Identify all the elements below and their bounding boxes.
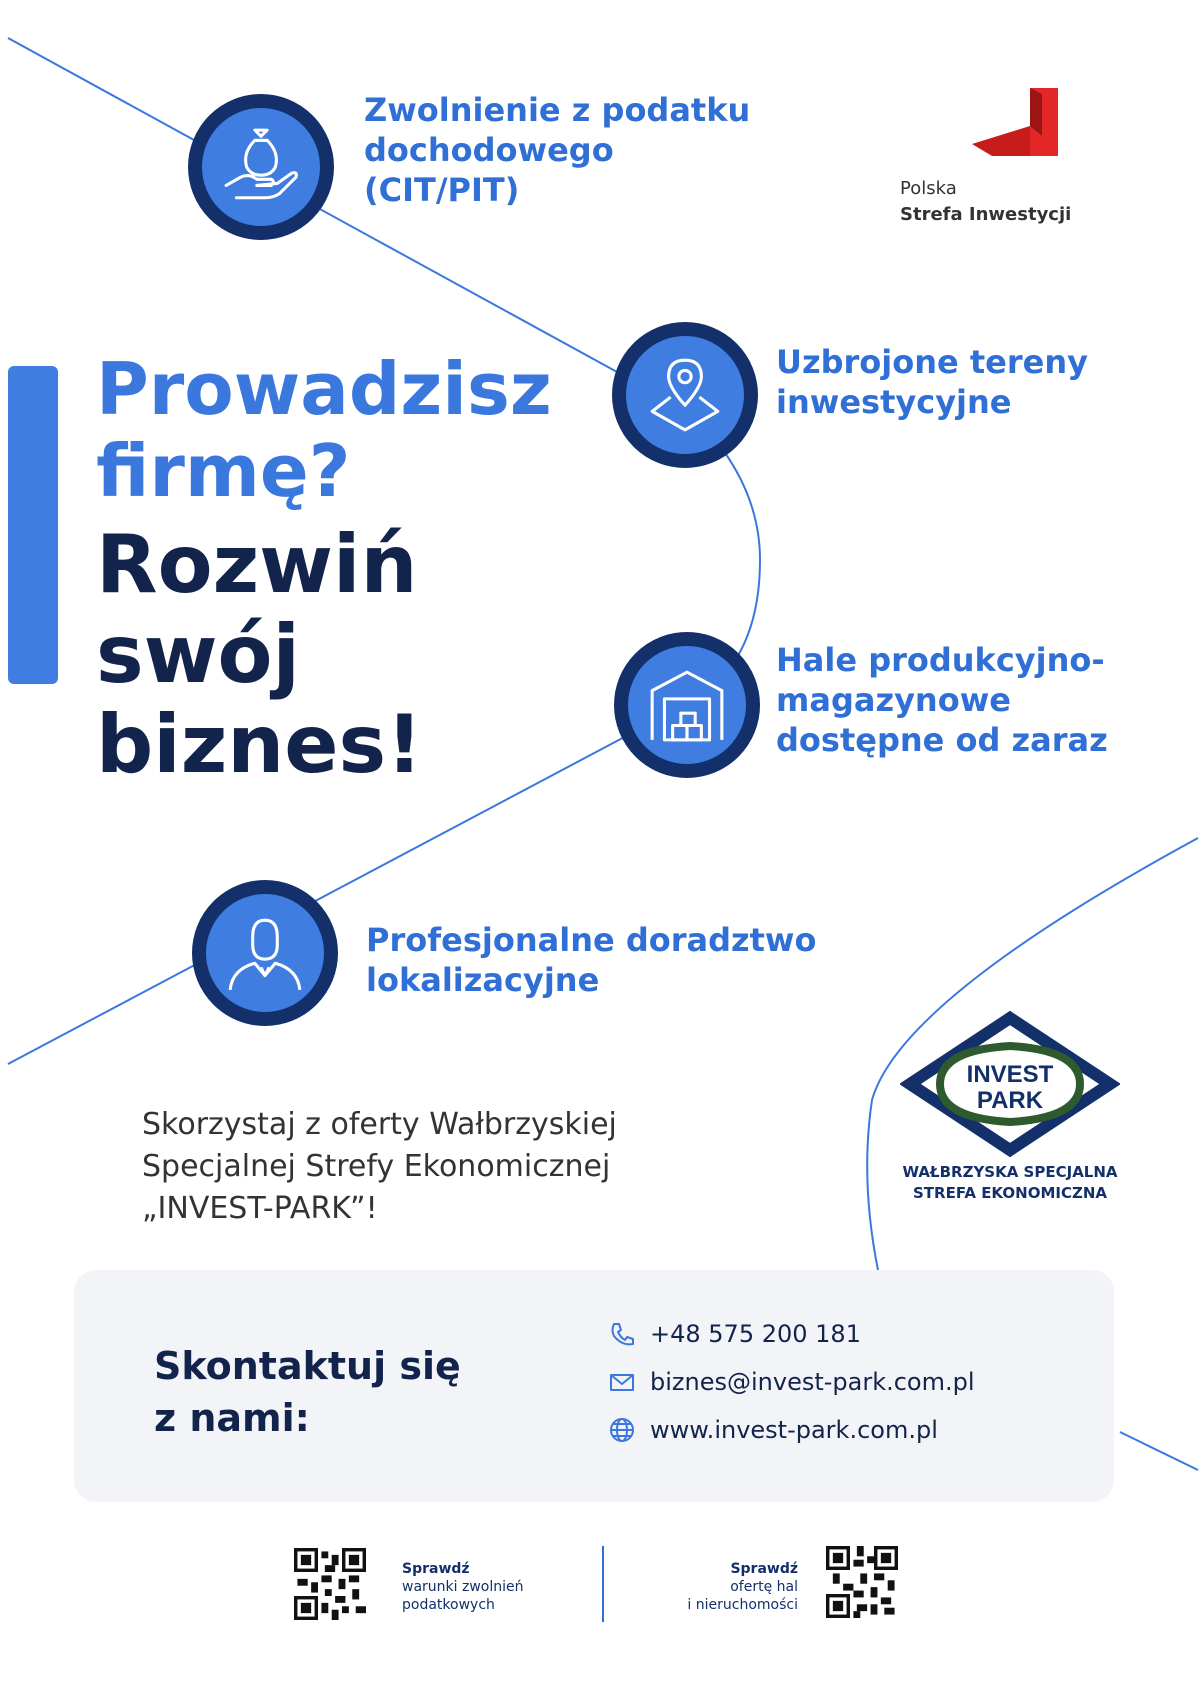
psi-logo-text [900, 176, 1120, 228]
feature-text-consulting: Profesjonalne doradztwo lokalizacyjne [366, 921, 817, 999]
psi-line-2: Strefa Inwestycji [900, 204, 1072, 225]
qr-divider [602, 1546, 604, 1622]
globe-icon [608, 1416, 636, 1444]
phone-icon [608, 1320, 636, 1348]
headline-question: Prowadzisz firmę? [96, 347, 552, 513]
warehouse-icon [646, 664, 728, 746]
qr-caption-tax-title: Sprawdź [402, 1561, 470, 1577]
contact-website[interactable]: www.invest-park.com.pl [650, 1416, 938, 1444]
psi-line-1: Polska [900, 178, 957, 199]
contact-phone[interactable]: +48 575 200 181 [650, 1320, 861, 1348]
qr-caption-halls [640, 1560, 798, 1614]
side-accent-bar [8, 366, 58, 684]
feature-circle-halls [614, 632, 760, 778]
qr-code-halls-icon[interactable] [826, 1546, 898, 1618]
ip-logo-line-2: PARK [976, 1087, 1044, 1114]
headline-call: Rozwiń swój biznes! [96, 518, 423, 791]
feature-text-halls: Hale produkcyjno- magazynowe dostępne od zaraz [776, 641, 1108, 759]
contact-email-row[interactable] [608, 1368, 975, 1396]
ip-logo-caption: WAŁBRZYSKA SPECJALNA STREFA EKONOMICZNA [902, 1163, 1118, 1202]
contact-title: Skontaktuj się z nami: [154, 1344, 461, 1440]
map-pin-icon [644, 354, 726, 436]
contact-phone-row[interactable] [608, 1320, 861, 1348]
envelope-icon [608, 1368, 636, 1396]
money-bag-hand-icon [220, 126, 302, 208]
feature-circle-land [612, 322, 758, 468]
feature-text-tax: Zwolnienie z podatku dochodowego (CIT/PIT) [364, 91, 751, 209]
qr-caption-tax-text: warunki zwolnień podatkowych [402, 1579, 524, 1613]
qr-code-tax-icon[interactable] [294, 1548, 366, 1620]
consultant-icon [224, 912, 306, 994]
feature-text-land: Uzbrojone tereny inwestycyjne [776, 343, 1088, 421]
contact-website-row[interactable] [608, 1416, 938, 1444]
ip-logo-line-1: INVEST [966, 1061, 1054, 1088]
invest-park-logo-icon [900, 1010, 1120, 1160]
qr-caption-halls-title: Sprawdź [730, 1561, 798, 1577]
feature-circle-consulting [192, 880, 338, 1026]
psi-logo-icon [972, 86, 1062, 166]
qr-caption-tax [402, 1560, 523, 1614]
qr-caption-halls-text: ofertę hal i nieruchomości [687, 1579, 798, 1613]
feature-circle-tax [188, 94, 334, 240]
offer-text: Skorzystaj z oferty Wałbrzyskiej Specjalnej Strefy Ekonomicznej „INVEST-PARK”! [142, 1107, 617, 1226]
contact-email[interactable]: biznes@invest-park.com.pl [650, 1368, 975, 1396]
